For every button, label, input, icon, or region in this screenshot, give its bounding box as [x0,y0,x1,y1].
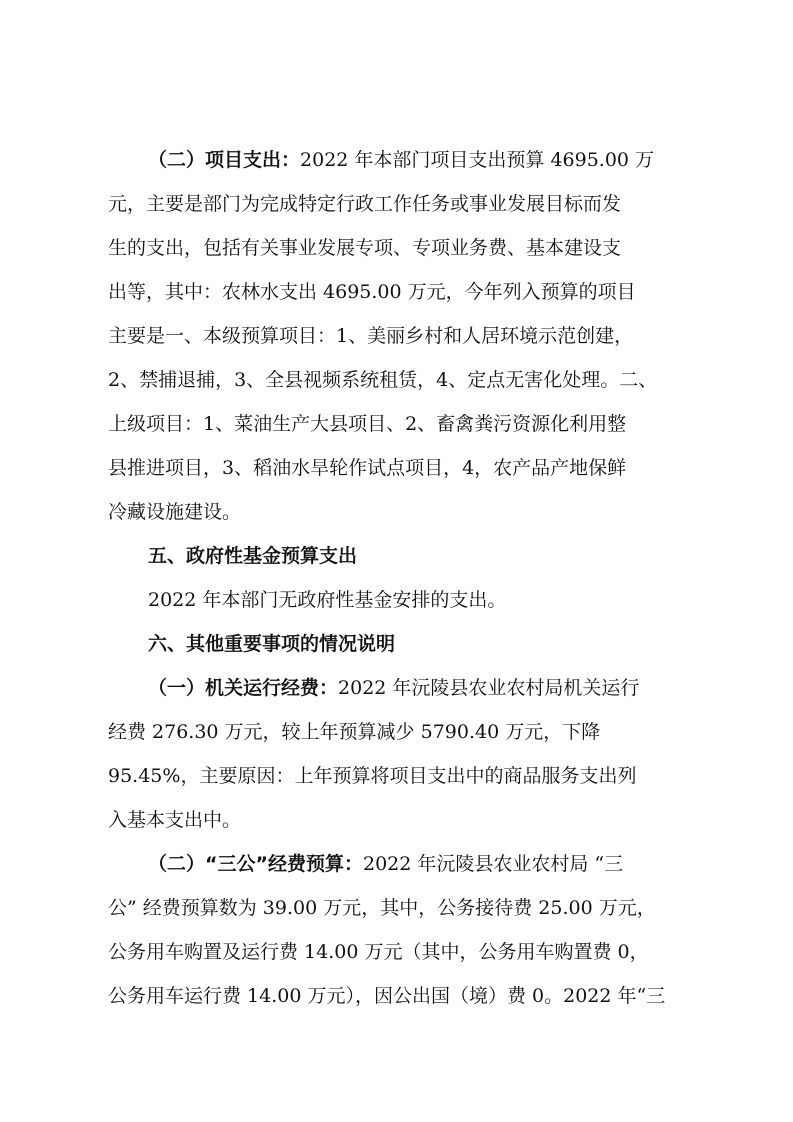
para-government-fund: 2022 年本部门无政府性基金安排的支出。 [148,589,507,611]
heading-three-public-expenses: （二）“三公”经费预算： [148,853,363,875]
para-project-expenditure-line-2: 元，主要是部门为完成特定行政工作任务或事业发展目标而发 [108,193,622,215]
para-operating-expenses-line-1: （一）机关运行经费：2022 年沅陵县农业农村局机关运行 [148,677,640,699]
para-operating-expenses-line-3: 95.45%，主要原因：上年预算将项目支出中的商品服务支出列 [108,765,637,787]
para-project-expenditure-line-1: （二）项目支出：2022 年本部门项目支出预算 4695.00 万 [148,149,655,171]
para-project-expenditure-line-8: 县推进项目，3、稻油水旱轮作试点项目，4，农产品产地保鲜 [108,457,627,479]
para-project-expenditure-line-9: 冷藏设施建设。 [108,501,242,523]
heading-operating-expenses: （一）机关运行经费： [148,677,339,699]
heading-project-expenditure: （二）项目支出： [148,149,301,171]
para-three-public-line-3: 公务用车购置及运行费 14.00 万元（其中，公务用车购置费 0， [108,941,649,963]
para-three-public-line-1: （二）“三公”经费预算：2022 年沅陵县农业农村局 “三 [148,853,624,875]
para-project-expenditure-line-6: 2、禁捕退捕，3、全县视频系统租赁，4、定点无害化处理。二、 [108,369,658,391]
para-project-expenditure-line-5: 主要是一、本级预算项目：1、美丽乡村和人居环境示范创建， [108,325,634,347]
para-project-expenditure-line-3: 生的支出，包括有关事业发展专项、专项业务费、基本建设支 [108,237,622,259]
section-heading-government-fund: 五、政府性基金预算支出 [148,545,358,567]
para-operating-expenses-line-4: 入基本支出中。 [108,809,242,831]
para-operating-expenses-line-2: 经费 276.30 万元，较上年预算减少 5790.40 万元，下降 [108,721,601,743]
para-three-public-line-2: 公” 经费预算数为 39.00 万元，其中，公务接待费 25.00 万元， [108,897,656,919]
para-project-expenditure-line-7: 上级项目：1、菜油生产大县项目、2、畜禽粪污资源化利用整 [108,413,627,435]
section-heading-other-matters: 六、其他重要事项的情况说明 [148,633,396,655]
para-three-public-line-4: 公务用车运行费 14.00 万元），因公出国（境）费 0。2022 年“三 [108,985,666,1007]
para-project-expenditure-line-4: 出等，其中：农林水支出 4695.00 万元，今年列入预算的项目 [108,281,636,303]
